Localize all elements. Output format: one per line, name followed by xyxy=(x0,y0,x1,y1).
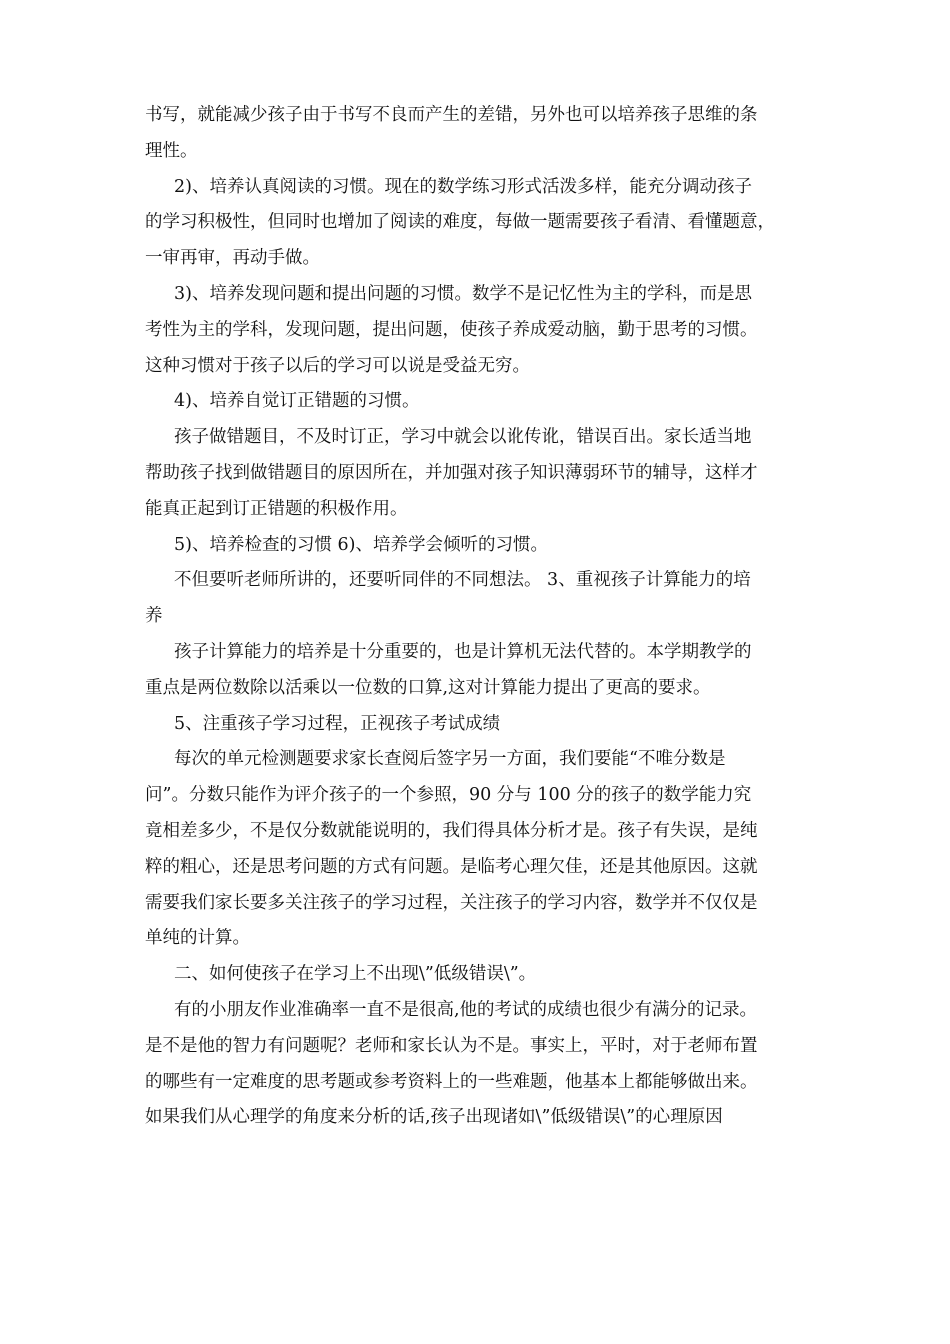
text-line: 重点是两位数除以活乘以一位数的口算,这对计算能力提出了更高的要求。 xyxy=(145,677,711,698)
text-line: 如果我们从心理学的角度来分析的话,孩子出现诸如\”低级错误\”的心理原因 xyxy=(145,1107,723,1128)
text-line: 孩子计算能力的培养是十分重要的，也是计算机无法代替的。本学期教学的 xyxy=(174,641,752,662)
text-line: 理性。 xyxy=(145,140,198,161)
text-line: 是不是他的智力有问题呢？老师和家长认为不是。事实上，平时，对于老师布置 xyxy=(145,1035,758,1056)
text-line: 的学习积极性，但同时也增加了阅读的难度，每做一题需要孩子看清、看懂题意， xyxy=(145,212,775,233)
text-line: 孩子做错题目，不及时订正，学习中就会以讹传讹，错误百出。家长适当地 xyxy=(174,427,752,448)
text-line: 单纯的计算。 xyxy=(145,928,250,949)
text-line: 5)、培养检查的习惯 6)、培养学会倾听的习惯。 xyxy=(174,534,548,555)
text-line: 问”。分数只能作为评介孩子的一个参照，90 分与 100 分的孩子的数学能力究 xyxy=(145,785,752,806)
text-line: 3)、培养发现问题和提出问题的习惯。数学不是记忆性为主的学科，而是思 xyxy=(174,283,752,304)
text-line: 每次的单元检测题要求家长查阅后签字另一方面，我们要能“不唯分数是 xyxy=(174,749,726,770)
text-line: 养 xyxy=(145,606,163,627)
document-body xyxy=(145,98,810,1136)
text-line: 4)、培养自觉订正错题的习惯。 xyxy=(174,391,420,412)
text-line: 竟相差多少，不是仅分数就能说明的，我们得具体分析才是。孩子有失误，是纯 xyxy=(145,820,758,841)
text-line: 能真正起到订正错题的积极作用。 xyxy=(145,498,408,519)
text-line: 粹的粗心，还是思考问题的方式有问题。是临考心理欠佳，还是其他原因。这就 xyxy=(145,856,758,877)
text-line: 书写，就能减少孩子由于书写不良而产生的差错，另外也可以培养孩子思维的条 xyxy=(145,105,758,125)
text-line: 需要我们家长要多关注孩子的学习过程，关注孩子的学习内容，数学并不仅仅是 xyxy=(145,892,758,913)
text-line: 考性为主的学科，发现问题，提出问题，使孩子养成爱动脑，勤于思考的习惯。 xyxy=(145,319,758,340)
text-line: 二、如何使孩子在学习上不出现\”低级错误\”。 xyxy=(174,964,537,985)
text-line: 2)、培养认真阅读的习惯。现在的数学练习形式活泼多样，能充分调动孩子 xyxy=(174,176,752,197)
text-line: 这种习惯对于孩子以后的学习可以说是受益无穷。 xyxy=(145,355,530,376)
text-line: 一审再审，再动手做。 xyxy=(145,248,320,269)
text-line: 帮助孩子找到做错题目的原因所在，并加强对孩子知识薄弱环节的辅导，这样才 xyxy=(145,462,758,483)
text-line: 的哪些有一定难度的思考题或参考资料上的一些难题，他基本上都能够做出来。 xyxy=(145,1071,758,1092)
text-line: 不但要听老师所讲的，还要听同伴的不同想法。 3、重视孩子计算能力的培 xyxy=(174,570,751,591)
text-line: 5、注重孩子学习过程，正视孩子考试成绩 xyxy=(174,713,501,734)
text-line: 有的小朋友作业准确率一直不是很高,他的考试的成绩也很少有满分的记录。 xyxy=(174,999,758,1020)
